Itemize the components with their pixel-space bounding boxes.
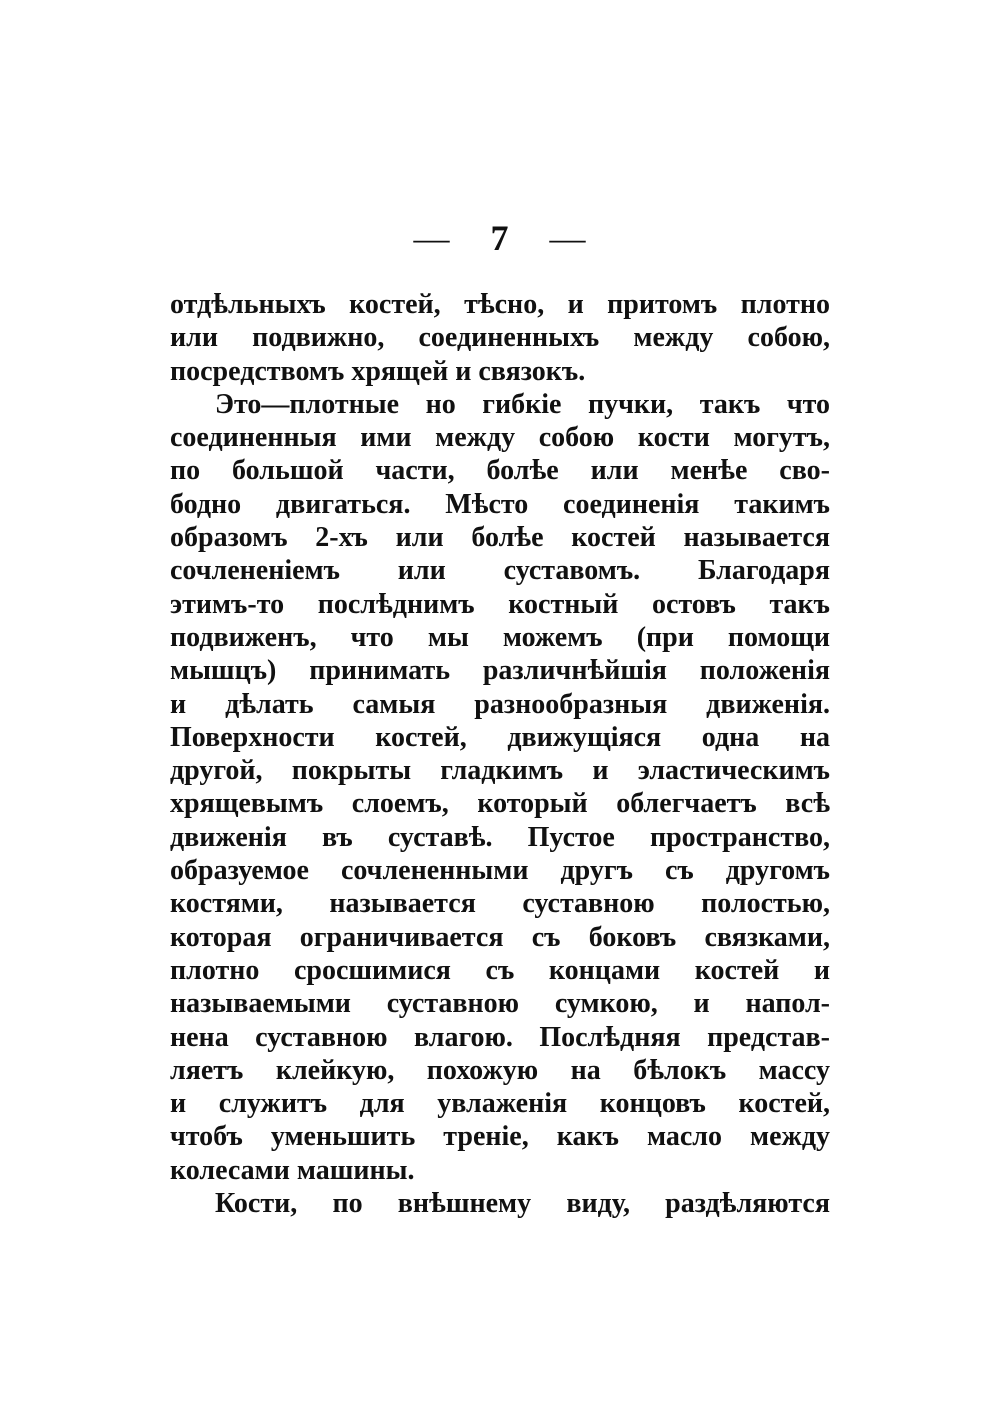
text-line: мышцъ) принимать различнѣйшія положенія [170, 655, 830, 687]
text-line: Кости, по внѣшнему виду, раздѣляются [215, 1188, 830, 1220]
text-line: отдѣльныхъ костей, тѣсно, и притомъ плотно [170, 289, 830, 320]
text-line: подвиженъ, что мы можемъ (при помощи [170, 621, 830, 653]
text-line: костями, называется суставною полостью, [170, 888, 830, 920]
text-line: сочлененіемъ или суставомъ. Благодаря [170, 555, 830, 587]
text-line: по большой части, болѣе или менѣе сво- [170, 455, 830, 487]
text-line: движенія въ суставѣ. Пустое пространство, [170, 821, 830, 853]
text-line: или подвижно, соединенныхъ между собою, [170, 322, 830, 354]
text-line: другой, покрыты гладкимъ и эластическимъ [170, 755, 830, 787]
header-dash-left: — [413, 218, 451, 258]
text-line: хрящевымъ слоемъ, который облегчаетъ всѣ [170, 788, 830, 820]
page-header [0, 216, 1000, 260]
text-line: посредствомъ хрящей и связокъ. [170, 355, 586, 387]
text-line: этимъ-то послѣднимъ костный остовъ такъ [170, 588, 830, 620]
text-line: Поверхности костей, движущіяся одна на [170, 721, 830, 753]
body-text [170, 288, 830, 1220]
header-dash-right: — [549, 218, 587, 258]
text-line: называемыми суставною сумкою, и напол- [170, 988, 830, 1020]
text-line: образомъ 2-хъ или болѣе костей называется [170, 522, 830, 554]
text-line: чтобъ уменьшить треніе, какъ масло между [170, 1121, 830, 1153]
text-line: соединенныя ими между собою кости могутъ, [170, 422, 830, 454]
text-line: бодно двигаться. Мѣсто соединенія такимъ [170, 488, 830, 520]
text-line: колесами машины. [170, 1154, 415, 1186]
text-line: которая ограничивается съ боковъ связками, [170, 921, 830, 953]
text-line: и дѣлать самыя разнообразныя движенія. [170, 688, 830, 720]
text-line: и служитъ для увлаженія концовъ костей, [170, 1088, 830, 1120]
text-line: образуемое сочлененными другъ съ другомъ [170, 855, 830, 887]
text-line: плотно сросшимися съ концами костей и [170, 954, 830, 986]
text-line: ляетъ клейкую, похожую на бѣлокъ массу [170, 1054, 830, 1086]
text-line: нена суставною влагою. Послѣдняя представ- [170, 1021, 830, 1053]
page-number: 7 [490, 218, 510, 258]
text-line: Это—плотные но гибкіе пучки, такъ что [215, 388, 830, 420]
